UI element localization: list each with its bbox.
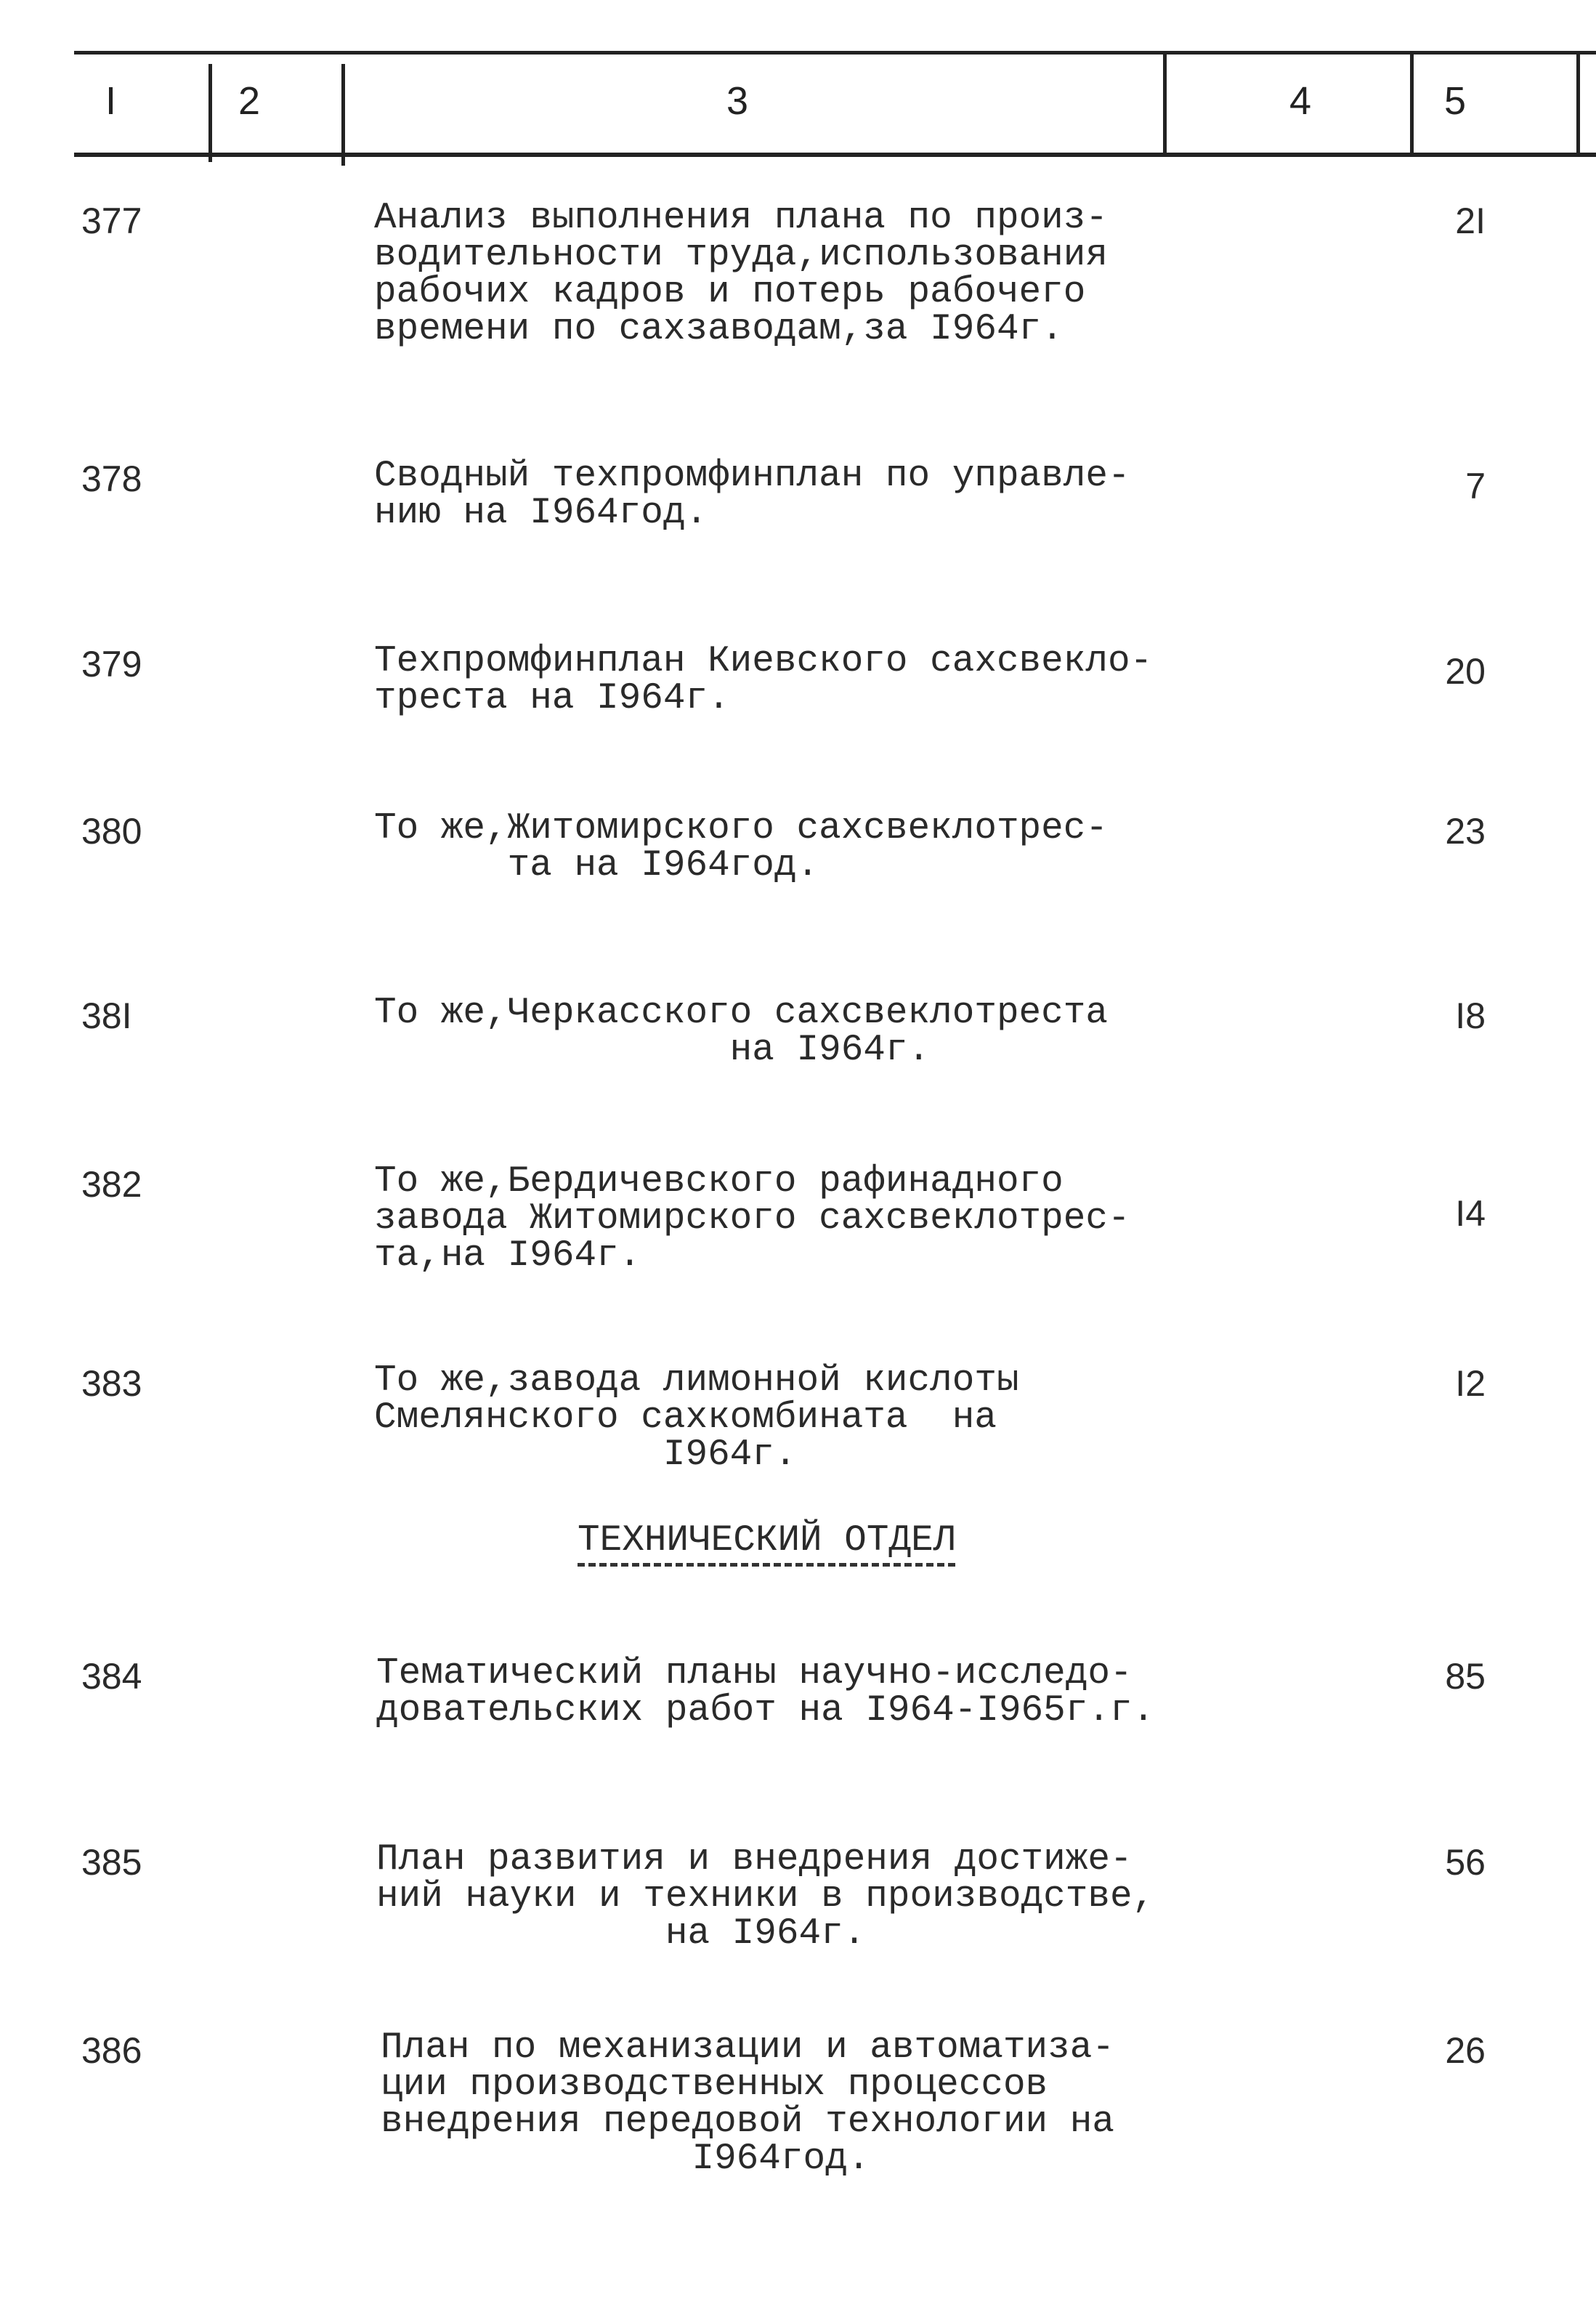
sheet-count: 23 xyxy=(1445,811,1486,852)
description-line: I964г. xyxy=(374,1434,797,1476)
description-line: нию на I964год. xyxy=(374,493,708,534)
description-line: Техпромфинплан Киевского сахсвекло- xyxy=(374,641,1153,682)
description-line: План по механизации и автоматиза- xyxy=(381,2027,1114,2069)
item-description xyxy=(374,1362,1019,1474)
description-line: План развития и внедрения достиже- xyxy=(376,1839,1133,1880)
section-heading: ТЕХНИЧЕСКИЙ ОТДЕЛ xyxy=(578,1520,955,1567)
sheet-count: I8 xyxy=(1455,995,1486,1036)
description-line: Сводный техпромфинплан по управле- xyxy=(374,456,1130,497)
item-number: 377 xyxy=(81,201,142,241)
description-line: та на I964год. xyxy=(374,845,819,886)
description-line: Смелянского сахкомбината на xyxy=(374,1397,997,1439)
description-line: То же,Бердичевского рафинадного xyxy=(374,1161,1064,1203)
description-line: То же,завода лимонной кислоты xyxy=(374,1360,1019,1402)
description-line: внедрения передовой технологии на xyxy=(381,2101,1114,2143)
item-description xyxy=(374,200,1108,348)
column-header-2: 2 xyxy=(238,79,261,123)
column-header-3: 3 xyxy=(726,79,749,123)
description-line: Тематический планы научно-исследо- xyxy=(376,1653,1133,1694)
item-description xyxy=(374,1161,1130,1277)
item-number: 38I xyxy=(81,995,132,1036)
sheet-count: 20 xyxy=(1445,651,1486,692)
sheet-count: 7 xyxy=(1465,466,1486,506)
description-line: времени по сахзаводам,за I964г. xyxy=(374,309,1064,350)
description-line: ний науки и техники в производстве, xyxy=(376,1876,1155,1918)
description-line: То же,Житомирского сахсвеклотрес- xyxy=(374,808,1108,849)
sheet-count: 56 xyxy=(1445,1842,1486,1883)
description-line: То же,Черкасского сахсвеклотреста xyxy=(374,993,1108,1034)
item-description xyxy=(374,810,1108,884)
item-number: 378 xyxy=(81,458,142,499)
description-line: ции производственных процессов xyxy=(381,2064,1048,2106)
column-header-1: I xyxy=(105,79,117,123)
description-line: I964год. xyxy=(381,2138,870,2180)
sheet-count: 2I xyxy=(1455,201,1486,241)
description-line: Анализ выполнения плана по произ- xyxy=(374,198,1108,239)
item-description xyxy=(376,1839,1155,1955)
column-divider xyxy=(208,64,212,162)
item-number: 383 xyxy=(81,1363,142,1404)
item-number: 386 xyxy=(81,2030,142,2071)
description-line: та,на I964г. xyxy=(374,1235,641,1277)
item-description xyxy=(374,995,1108,1069)
item-description xyxy=(374,458,1130,532)
column-divider xyxy=(341,64,345,166)
column-divider xyxy=(1410,51,1414,156)
column-divider xyxy=(1163,51,1167,156)
description-line: водительности труда,использования xyxy=(374,235,1108,276)
description-line: на I964г. xyxy=(374,1030,931,1071)
column-header-4: 4 xyxy=(1289,79,1312,123)
sheet-count: 85 xyxy=(1445,1656,1486,1697)
column-divider xyxy=(1576,51,1580,156)
item-description xyxy=(374,643,1152,717)
sheet-count: 26 xyxy=(1445,2030,1486,2071)
item-number: 382 xyxy=(81,1164,142,1205)
description-line: рабочих кадров и потерь рабочего xyxy=(374,272,1086,313)
item-description xyxy=(376,1653,1155,1732)
item-number: 384 xyxy=(81,1656,142,1697)
header-bottom-rule xyxy=(74,153,1596,157)
description-line: на I964г. xyxy=(376,1913,866,1955)
sheet-count: I4 xyxy=(1455,1193,1486,1234)
item-number: 379 xyxy=(81,644,142,684)
item-number: 380 xyxy=(81,811,142,852)
header-top-rule xyxy=(74,51,1596,54)
column-header-5: 5 xyxy=(1444,79,1467,123)
description-line: довательских работ на I964-I965г.г. xyxy=(376,1690,1155,1732)
sheet-count: I2 xyxy=(1455,1363,1486,1404)
description-line: треста на I964г. xyxy=(374,678,730,719)
description-line: завода Житомирского сахсвеклотрес- xyxy=(374,1198,1130,1240)
item-number: 385 xyxy=(81,1842,142,1883)
item-description xyxy=(381,2029,1114,2178)
